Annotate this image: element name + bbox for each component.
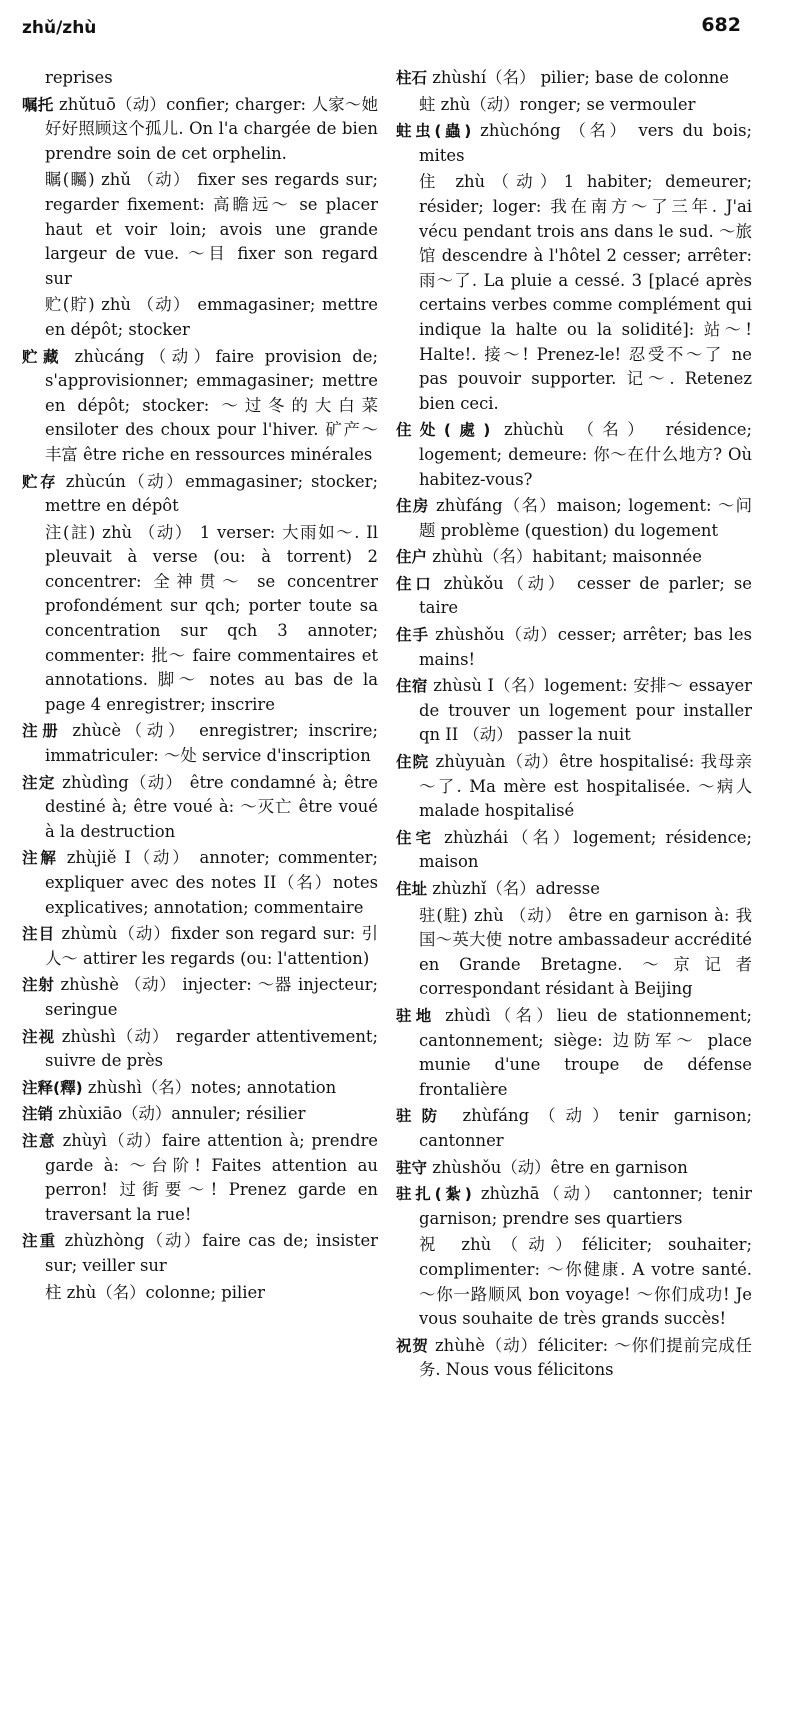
entry-definition: zhùzhā（动） cantonner; tenir garnison; prendre ses quartiers (419, 1184, 752, 1228)
compound-headword: 驻守 (396, 1158, 428, 1177)
compound-headword: 贮存 (22, 472, 59, 491)
sub-entry (22, 1025, 378, 1074)
headword-character: 蛀 (419, 94, 436, 114)
sub-entry (22, 470, 378, 519)
entry-definition: zhùshí（名） pilier; base de colonne (427, 68, 730, 87)
compound-headword: 注册 (22, 722, 63, 741)
compound-headword: 蛀虫(蟲) (396, 122, 472, 141)
compound-headword: 住宿 (396, 677, 428, 696)
sub-entry (396, 1156, 752, 1181)
compound-headword: 住手 (396, 626, 430, 645)
continued-text: reprises (45, 68, 113, 87)
main-entry (22, 293, 378, 342)
compound-headword: 注目 (22, 925, 56, 944)
compound-headword: 嘱托 (22, 95, 54, 114)
main-entry (22, 168, 378, 291)
entry-definition: zhù（名）colonne; pilier (61, 1282, 265, 1302)
sub-entry (22, 922, 378, 971)
compound-headword: 住院 (396, 753, 430, 772)
compound-headword: 祝贺 (396, 1336, 429, 1355)
entry-definition: zhùshǒu（动）cesser; arrêter; bas les mains! (419, 625, 752, 669)
sub-entry (396, 1004, 752, 1102)
entry-definition: zhùcún（动）emmagasiner; stocker; mettre en dépôt (45, 471, 378, 516)
main-entry (22, 1281, 378, 1306)
compound-headword: 注释(釋) (22, 1078, 83, 1097)
entry-definition: zhǔ （动） fixer ses regards sur; regarder fixement: 高瞻远～ se placer haut et voir loin; avois une grande largeur de vue. ～目 fixer son regard sur (45, 170, 378, 288)
sub-entry (22, 1076, 378, 1101)
headword-character: 贮(貯) (45, 295, 95, 315)
compound-headword: 驻地 (396, 1006, 436, 1025)
entry-definition: zhùcáng（动）faire provision de; s'approvisionner; emmagasiner; mettre en dépôt; stocker: ～过冬的大白菜 ensiloter des choux pour l'hiver. 矿产～丰富 être riche en ressources minérales (45, 346, 378, 464)
compound-headword: 住宅 (396, 828, 435, 847)
entry-definition: zhùdìng（动） être condamné à; être destiné à; être voué à: ～灭亡 être voué à la destruction (45, 772, 378, 841)
compound-headword: 住口 (396, 574, 435, 593)
compound-headword: 驻扎(紮) (396, 1185, 472, 1204)
sub-entry (22, 771, 378, 845)
headword-character: 瞩(矚) (45, 170, 95, 190)
sub-entry (396, 572, 752, 621)
compound-headword: 注射 (22, 976, 55, 995)
entry-definition: zhùchù （名） résidence; logement; demeure: 你～在什么地方? Où habitez-vous? (419, 420, 752, 489)
sub-entry (22, 345, 378, 468)
left-column (22, 66, 378, 1307)
sub-entry (396, 674, 752, 748)
page-number: 682 (701, 14, 741, 36)
entry-definition: zhùyuàn（动）être hospitalisé: 我母亲～了. Ma mère est hospitalisée. ～病人 malade hospitalisé (419, 752, 752, 821)
entry-definition: zhùkǒu（动） cesser de parler; se taire (419, 573, 752, 618)
main-entry (396, 93, 752, 118)
sub-entry (396, 1104, 752, 1153)
compound-headword: 住房 (396, 497, 430, 516)
sub-entry (396, 66, 752, 91)
right-column (396, 66, 752, 1385)
sub-entry (22, 1129, 378, 1227)
entry-definition: zhù （动） emmagasiner; mettre en dépôt; stocker (45, 295, 378, 339)
entry-definition: zhùfáng（动）tenir garnison; cantonner (419, 1106, 752, 1150)
main-entry (396, 170, 752, 416)
entry-definition: zhǔtuō（动）confier; charger: 人家～她好好照顾这个孤儿. On l'a chargée de bien prendre soin de cet orphelin. (45, 94, 378, 163)
entry-definition: zhùcè（动） enregistrer; inscrire; immatriculer: ～处 service d'inscription (45, 721, 378, 766)
compound-headword: 注销 (22, 1105, 54, 1124)
sub-entry (22, 846, 378, 920)
entry-definition: zhùshì（动） regarder attentivement; suivre de près (45, 1026, 378, 1071)
entry-definition: zhùzhòng（动）faire cas de; insister sur; veiller sur (45, 1231, 378, 1275)
headword-character: 柱 (45, 1282, 62, 1302)
entry-definition: zhùzhái（名）logement; résidence; maison (419, 827, 752, 872)
entry-definition: zhù （动） 1 verser: 大雨如～. Il pleuvait à verse (ou: à torrent) 2 concentrer: 全神贯～ se concentrer profondément sur qch; porter toute sa concentration sur qch 3 annoter; commenter: 批～ faire commentaires et annotations. 脚～ notes au bas de la page 4 enregistrer; inscrire (45, 522, 378, 714)
sub-entry (396, 494, 752, 543)
compound-headword: 住址 (396, 880, 428, 898)
main-entry (396, 904, 752, 1002)
entry-definition: zhùsù I（名）logement: 安排～ essayer de trouver un logement pour installer qn II （动） passer la nuit (419, 676, 752, 745)
sub-entry (396, 119, 752, 168)
main-entry (396, 1233, 752, 1331)
sub-entry (396, 1182, 752, 1231)
entry-definition: zhùshì（名）notes; annotation (82, 1077, 337, 1097)
compound-headword: 贮藏 (22, 347, 64, 366)
entry-definition: zhùchóng （名） vers du bois; mites (419, 121, 752, 165)
compound-headword: 注定 (22, 773, 56, 792)
headword-character: 祝 (419, 1235, 446, 1255)
sub-entry (396, 418, 752, 492)
sub-entry (396, 877, 752, 902)
entry-definition: zhù（动）ronger; se vermouler (435, 94, 696, 114)
entry-definition: zhùhù（名）habitant; maisonnée (427, 547, 702, 567)
main-entry (22, 521, 378, 718)
entry-definition: zhùjiě I（动） annoter; commenter; expliquer avec des notes II（名）notes explicatives; annotation; commentaire (45, 848, 378, 917)
sub-entry (396, 1334, 752, 1383)
compound-headword: 注解 (22, 849, 59, 868)
sub-entry (396, 750, 752, 824)
compound-headword: 驻防 (396, 1107, 448, 1126)
sub-entry (22, 93, 378, 167)
headword-character: 住 (419, 172, 443, 192)
compound-headword: 柱石 (396, 69, 428, 87)
headword-character: 注(註) (45, 522, 96, 542)
sub-entry (396, 545, 752, 570)
entry-definition: zhùmù（动）fixder son regard sur: 引人～ attirer les regards (ou: l'attention) (45, 924, 378, 968)
entry-definition: zhùshè （动） injecter: ～器 injecteur; seringue (45, 975, 378, 1019)
sub-entry (22, 1229, 378, 1278)
compound-headword: 注重 (22, 1232, 58, 1251)
entry-definition: zhù （动） être en garnison à: 我国～英大使 notre ambassadeur accrédité en Grande Bretagne. ～京记者 correspondant résidant à Beijing (419, 905, 752, 999)
entry-definition: zhùxiāo（动）annuler; résilier (53, 1104, 306, 1124)
headword-character: 驻(駐) (419, 905, 468, 925)
entry-definition: zhùdì（名）lieu de stationnement; cantonnement; siège: 边防军～ place munie d'une troupe de défense frontalière (419, 1005, 752, 1099)
sub-entry (22, 719, 378, 768)
entry-definition: zhùyì（动）faire attention à; prendre garde à: ～台阶! Faites attention au perron! 过街要～! Prenez garde en traversant la rue! (45, 1130, 378, 1224)
entry-definition: zhù（动）féliciter; souhaiter; complimenter: ～你健康. A votre santé. ～你一路顺风 bon voyage! ～你们成功! Je vous souhaite de très grands succès! (419, 1235, 752, 1329)
sub-entry (396, 623, 752, 672)
entry-definition: zhù（动）1 habiter; demeurer; résider; loger: 我在南方～了三年. J'ai vécu pendant trois ans dans le sud. ～旅馆 descendre à l'hôtel 2 cesser; arrêter: 雨～了. La pluie a cessé. 3 [placé après certains verbes comme complément qui indique la halte ou la solidité]: 站～! Halte!. 接～! Prenez-le! 忍受不～了 ne pas pouvoir supporter. 记～. Retenez bien ceci. (419, 172, 752, 413)
entry-definition: zhùhè（动）féliciter: ～你们提前完成任务. Nous vous félicitons (419, 1335, 752, 1380)
entry-definition: zhùzhǐ（名）adresse (427, 879, 600, 898)
entry-definition: zhùshǒu（动）être en garnison (427, 1157, 688, 1177)
sub-entry (22, 973, 378, 1022)
entry-definition: zhùfáng（名）maison; logement: ～问题 problème (question) du logement (419, 496, 752, 540)
compound-headword: 住户 (396, 548, 428, 567)
sub-entry (396, 826, 752, 875)
compound-headword: 住处(處) (396, 421, 491, 440)
page-header-pinyin: zhǔ/zhù (22, 18, 97, 38)
compound-headword: 注意 (22, 1131, 56, 1150)
compound-headword: 注视 (22, 1027, 56, 1046)
sub-entry (22, 1102, 378, 1127)
